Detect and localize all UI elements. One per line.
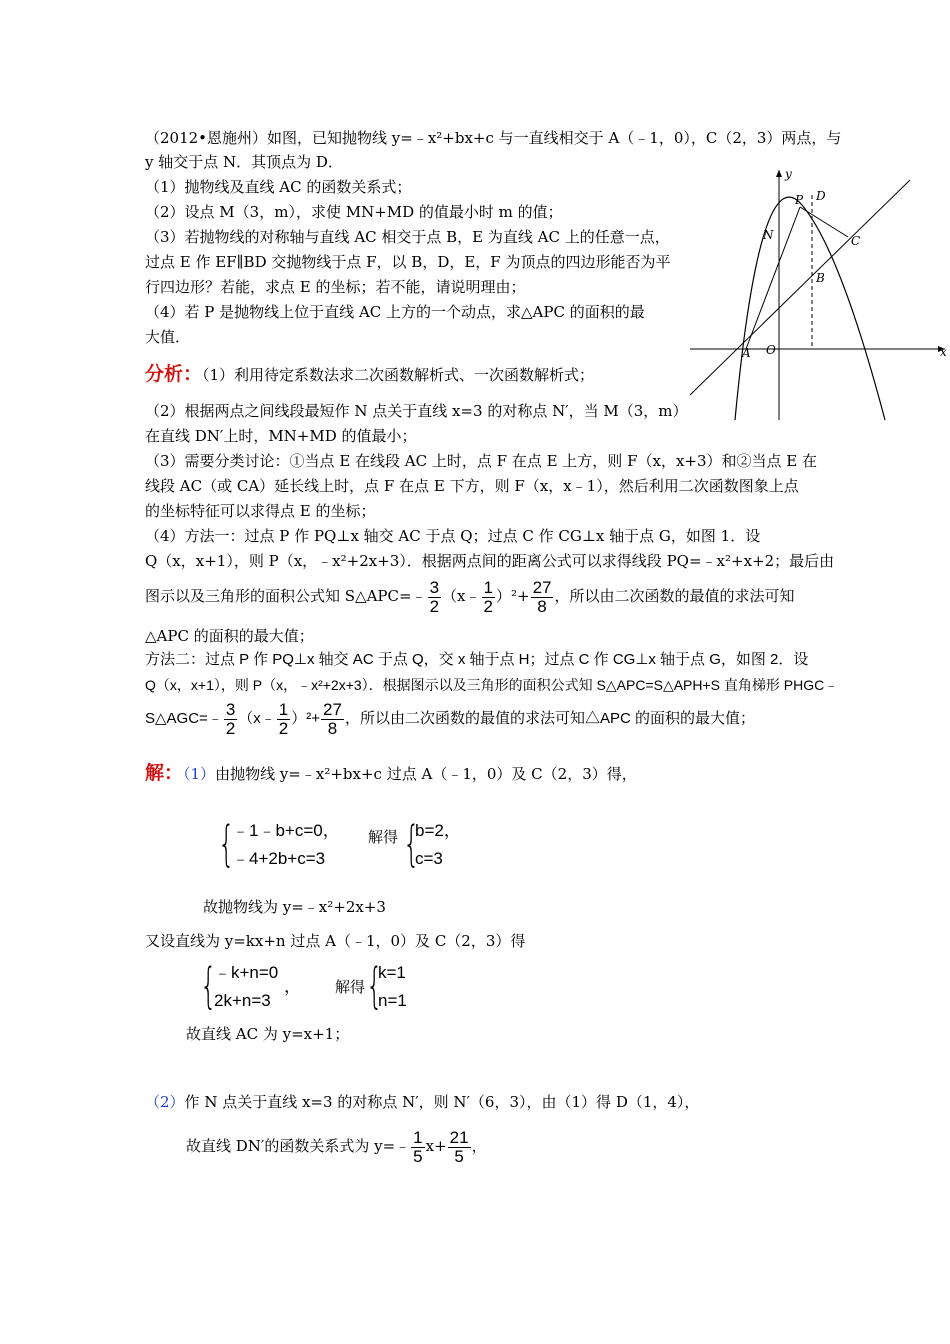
solution-tag: 解： (145, 762, 184, 784)
analysis-tag: 分析： (145, 363, 203, 385)
part-2-number: （2） (145, 1093, 185, 1111)
fraction-27-8: $\frac{27}{8}$ (323, 699, 342, 738)
analysis-2-line-2: 在直线 DN′上时，MN+MD 的值最小； (145, 427, 417, 445)
analysis-4-line-1: （4）方法一：过点 P 作 PQ⊥x 轴交 AC 于点 Q；过点 C 作 CG⊥x 轴于点 G，如图 1．设 (145, 527, 761, 545)
problem-line-1: （2012•恩施州）如图，已知抛物线 y=﹣x²+bx+c 与一直线相交于 A（﹣1，0），C（2，3）两点，与 (145, 129, 842, 147)
equation-system-1: { ﹣1﹣b+c=0， ﹣4+2b+c=3 解得 { b=2， c=3 (218, 816, 461, 872)
question-3-line-2: 过点 E 作 EF∥BD 交抛物线于点 F，以 B，D，E，F 为顶点的四边形能否为平 (145, 253, 671, 271)
method-2-formula: S△AGC=﹣ $\frac{3}{2}$ （x﹣ $\frac{1}{2}$ ）²+ $\frac{27}{8}$ ，所以由二次函数的最值的求法可知△APC 的面积的最大值； (145, 699, 755, 738)
label-x: x (940, 345, 947, 359)
label-p: P (795, 193, 804, 207)
solution-1-text: 由抛物线 y=﹣x²+bx+c 过点 A（﹣1，0）及 C（2，3）得， (215, 765, 637, 783)
label-n: N (763, 228, 774, 242)
left-brace: { (403, 816, 420, 872)
solution-line-1 (145, 763, 637, 784)
analysis-3-line-1: （3）需要分类讨论：①当点 E 在线段 AC 上时，点 F 在点 E 上方，则 F（x，x+3）和②当点 E 在 (145, 452, 818, 470)
analysis-line-1 (145, 364, 594, 385)
question-2: （2）设点 M（3，m），求使 MN+MD 的值最小时 m 的值； (145, 203, 563, 221)
fraction-27-8: $\frac{27}{8}$ (532, 577, 552, 616)
y-axis-arrow (776, 170, 782, 177)
question-1: （1）抛物线及直线 AC 的函数关系式； (145, 178, 412, 196)
analysis-2-line-1: （2）根据两点之间线段最短作 N 点关于直线 x=3 的对称点 N′，当 M（3，m） (145, 402, 688, 420)
solution-part-2: （2）作 N 点关于直线 x=3 的对称点 N′，则 N′（6，3），由（1）得 D（1，4）， (145, 1093, 700, 1111)
left-brace: { (200, 958, 217, 1014)
parabola-curve (735, 197, 885, 420)
question-4-line-1: （4）若 P 是抛物线上位于直线 AC 上方的一个动点，求△APC 的面积的最 (145, 303, 645, 321)
line-intro: 又设直线为 y=kx+n 过点 A（﹣1，0）及 C（2，3）得 (145, 932, 526, 950)
part-1-number: （1） (183, 765, 216, 783)
fraction-1-2: $\frac{1}{2}$ (278, 699, 289, 738)
label-a: A (742, 346, 751, 360)
question-3-line-3: 行四边形？若能，求点 E 的坐标；若不能，请说明理由； (145, 278, 526, 296)
fraction-3-2: $\frac{3}{2}$ (429, 577, 440, 616)
analysis-4-line-4: △APC 的面积的最大值； (145, 627, 314, 645)
method-2-line-1: 方法二：过点 P 作 PQ⊥x 轴交 AC 于点 Q，交 x 轴于点 H；过点 C 作 CG⊥x 轴于点 G，如图 2．设 (145, 651, 809, 668)
label-o: O (766, 343, 776, 357)
analysis-3-line-2: 线段 AC（或 CA）延长线上时，点 F 在点 E 下方，则 F（x，x﹣1），然后利用二次函数图象上点 (145, 477, 799, 495)
analysis-1: （1）利用待定系数法求二次函数解析式、一次函数解析式； (202, 366, 595, 384)
fraction-1-2: $\frac{1}{2}$ (483, 577, 493, 616)
label-y: y (785, 167, 792, 181)
problem-line-2: y 轴交于点 N．其顶点为 D． (145, 153, 343, 171)
segment-pc (800, 207, 848, 237)
fraction-21-5: $\frac{21}{5}$ (449, 1127, 469, 1166)
question-4-line-2: 大值． (145, 328, 191, 346)
left-brace: { (366, 958, 383, 1014)
method-2-line-2: Q（x，x+1），则 P（x，﹣x²+2x+3）．根据图示以及三角形的面积公式知 S△APC=S△APH+S 直角梯形 PHGC﹣ (145, 677, 839, 693)
parabola-figure (690, 165, 950, 425)
label-c: C (851, 234, 861, 248)
line-ac (690, 180, 910, 395)
left-brace: { (218, 816, 235, 872)
question-3-line-1: （3）若抛物线的对称轴与直线 AC 相交于点 B，E 为直线 AC 上的任意一点， (145, 228, 670, 246)
label-b: B (816, 271, 825, 285)
fraction-3-2: $\frac{3}{2}$ (225, 699, 236, 738)
fraction-1-5: $\frac{1}{5}$ (413, 1127, 423, 1166)
analysis-4-line-2: Q（x，x+1），则 P（x，﹣x²+2x+3）．根据两点间的距离公式可以求得线段 PQ=﹣x²+x+2；最后由 (145, 552, 835, 570)
label-d: D (816, 189, 826, 203)
dn-line-function: 故直线 DN′的函数关系式为 y=﹣ $\frac{1}{5}$ x+ $\frac{21}{5}$ ， (186, 1127, 487, 1166)
analysis-4-formula: 图示以及三角形的面积公式知 S△APC=﹣ $\frac{3}{2}$ （x﹣ $\frac{1}{2}$ ）²+ $\frac{27}{8}$ ，所以由二次函数的最值的求法可知 (145, 577, 795, 616)
equation-system-2: { ﹣k+n=0 2k+n=3 ， 解得 { k=1 n=1 (200, 958, 407, 1014)
formula-prefix: 图示以及三角形的面积公式知 S△APC=﹣ (145, 587, 427, 605)
parabola-result: 故抛物线为 y=﹣x²+2x+3 (203, 898, 386, 916)
analysis-3-line-3: 的坐标特征可以求得点 E 的坐标； (145, 502, 376, 520)
line-result: 故直线 AC 为 y=x+1； (186, 1025, 350, 1043)
